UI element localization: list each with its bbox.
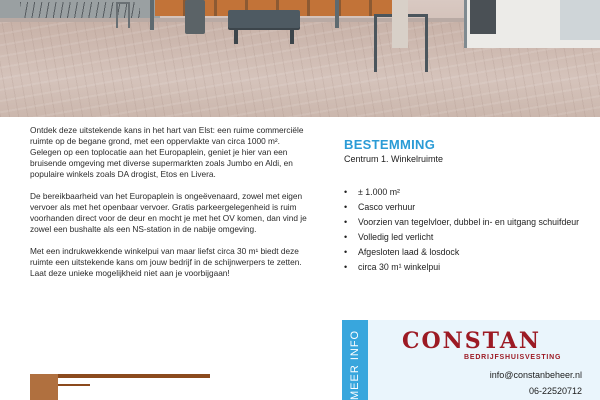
bullet-icon: •: [344, 217, 348, 227]
photo-tree-trunk: [392, 0, 408, 48]
more-info-stripe: [342, 320, 368, 400]
photo-waste-bin: [185, 0, 205, 34]
destination-subheading: Centrum 1. Winkelruimte: [344, 154, 444, 164]
bullet-icon: •: [344, 202, 348, 212]
photo-bench: [228, 10, 300, 28]
feature-item: [344, 246, 594, 259]
feature-text: Casco verhuur: [358, 202, 416, 212]
bullet-icon: •: [344, 232, 348, 242]
feature-item: [344, 261, 594, 274]
feature-item: [344, 216, 594, 229]
photo-pole: [335, 0, 339, 28]
description-column: [30, 125, 312, 290]
contact-email-link[interactable]: info@constanbeheer.nl: [489, 370, 582, 380]
photo-pole: [150, 0, 154, 30]
description-paragraph: Met een indrukwekkende winkelpui van maar liefst circa 30 m¹ biedt deze ruimte een uitstekende kans om jouw bedrijf in de schijnwerpers te zetten. Laat deze unieke mogelijkheid niet aan je voorbijgaan!: [30, 246, 302, 278]
feature-text: Volledig led verlicht: [358, 232, 434, 242]
floorplan-wall-block: [30, 374, 58, 400]
floorplan-notch: [58, 378, 90, 386]
bullet-icon: •: [344, 247, 348, 257]
destination-heading: BESTEMMING: [344, 137, 436, 152]
feature-text: ± 1.000 m²: [358, 187, 400, 197]
destination-column: [344, 137, 594, 276]
feature-item: [344, 201, 594, 214]
floorplan-snippet: [30, 374, 210, 400]
feature-text: Voorzien van tegelvloer, dubbel in- en uitgang schuifdeur: [358, 217, 580, 227]
feature-list: [344, 186, 594, 274]
feature-text: circa 30 m¹ winkelpui: [358, 262, 441, 272]
photo-window: [560, 0, 600, 40]
photo-door: [470, 0, 496, 34]
feature-item: [344, 186, 594, 199]
company-tagline: BEDRIJFSHUISVESTING: [464, 354, 562, 361]
description-paragraph: Ontdek deze uitstekende kans in het hart van Elst: een ruime commerciële ruimte op de begane grond, met een oppervlakte van circa 1000 m². Gelegen op een toplocatie aan het Europaplein, geniet je hier van een bruisende omgeving met diverse supermarkten zoals Jumbo en Aldi, en populaire winkels zoals DA drogist, Etos en Livera.: [30, 125, 304, 179]
more-info-label: MEER INFO: [349, 329, 361, 400]
bullet-icon: •: [344, 262, 348, 272]
bullet-icon: •: [344, 187, 348, 197]
property-photo: [0, 0, 600, 117]
description-paragraph: De bereikbaarheid van het Europaplein is ongeëvenaard, zowel met eigen vervoer als met het openbaar vervoer. Gratis parkeergelegenheid is ruim voorhanden direct voor de deur en mocht je met het OV komen, dan vind je zowel een bushalte als een NS-station in de nabije omgeving.: [30, 191, 307, 234]
feature-text: Afgesloten laad & losdock: [358, 247, 460, 257]
contact-phone-link[interactable]: 06-22520712: [528, 386, 582, 396]
company-logo: CONSTAN: [402, 328, 542, 354]
photo-bike-rack: [116, 2, 130, 28]
feature-item: [344, 231, 594, 244]
contact-box: [342, 320, 600, 400]
